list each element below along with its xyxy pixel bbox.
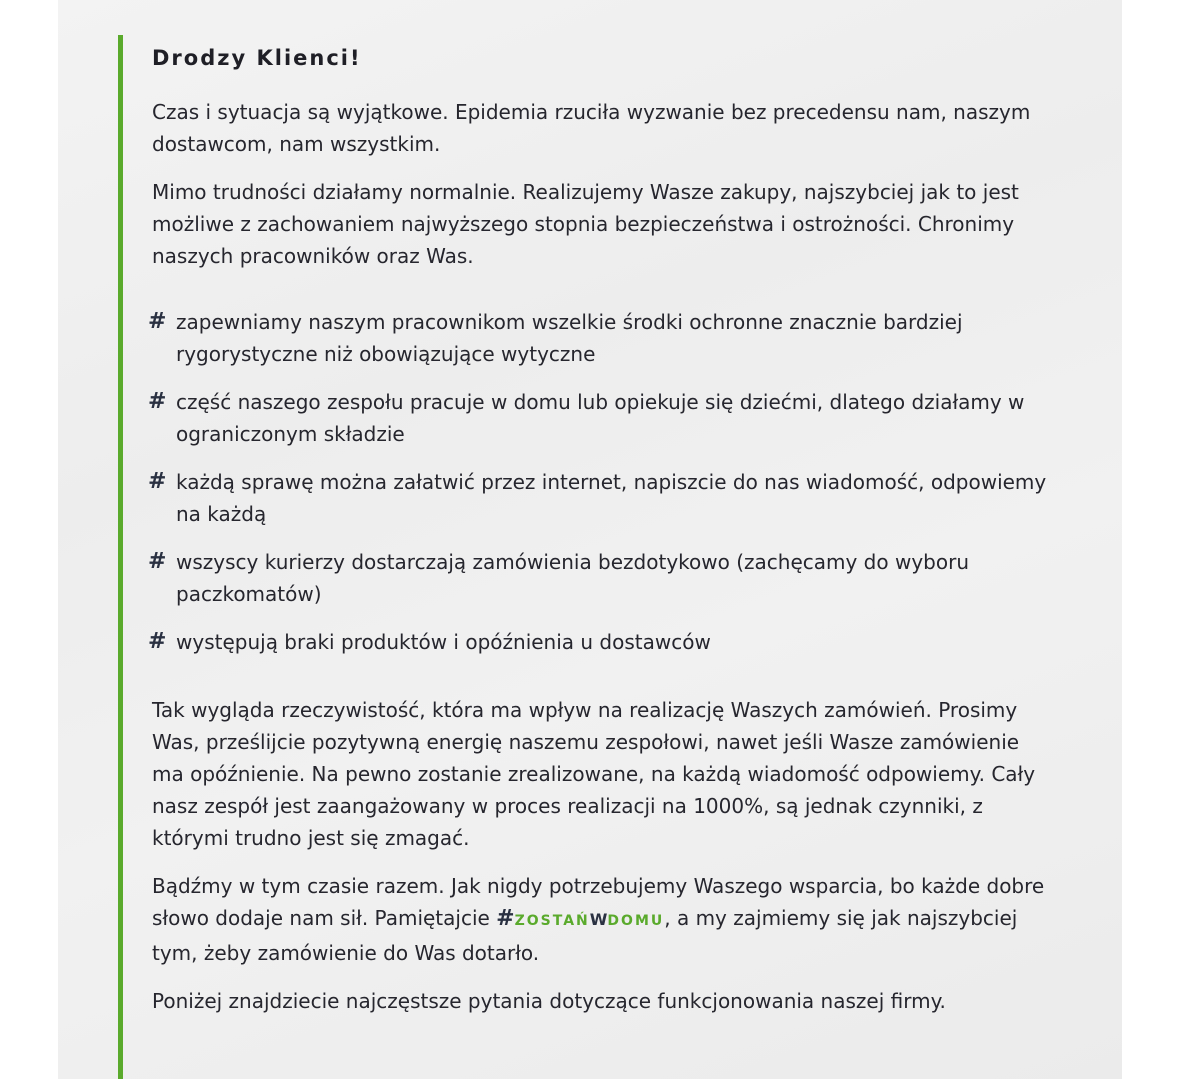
announcement-content xyxy=(148,42,1052,1033)
list-item-text: część naszego zespołu pracuje w domu lub opiekuje się dziećmi, dlatego działamy w ograniczonym składzie xyxy=(176,390,1025,446)
list-item xyxy=(148,306,1052,370)
hash-icon: # xyxy=(148,629,167,654)
hashtag-zostan-w-domu xyxy=(496,906,664,930)
hashtag-hash-icon: # xyxy=(496,906,515,931)
intro-paragraph-2: Mimo trudności działamy normalnie. Realizujemy Wasze zakupy, najszybciej jak to jest możliwe z zachowaniem najwyższego stopnia bezpieczeństwa i ostrożności. Chronimy naszych pracowników oraz Was. xyxy=(152,180,1019,268)
hash-icon: # xyxy=(148,309,167,334)
accent-bar xyxy=(118,35,123,1079)
hashtag-word-2: W xyxy=(589,910,608,929)
hash-icon: # xyxy=(148,549,167,574)
intro-paragraph-1: Czas i sytuacja są wyjątkowe. Epidemia rzuciła wyzwanie bez precedensu nam, naszym dostawcom, nam wszystkim. xyxy=(152,100,1031,156)
page-title: Drodzy Klienci! xyxy=(152,46,362,70)
list-item-text: zapewniamy naszym pracownikom wszelkie środki ochronne znacznie bardziej rygorystyczne niż obowiązujące wytyczne xyxy=(176,310,963,366)
list-item xyxy=(148,626,1052,658)
closing-paragraph-1: Tak wygląda rzeczywistość, która ma wpływ na realizację Waszych zamówień. Prosimy Was, prześlijcie pozytywną energię naszemu zespołowi, nawet jeśli Wasze zamówienie ma opóźnienie. Na pewno zostanie zrealizowane, na każdą wiadomość odpowiemy. Cały nasz zespół jest zaangażowany w proces realizacji na 1000%, są jednak czynniki, z którymi trudno jest się zmagać. xyxy=(152,698,1036,850)
list-item xyxy=(148,386,1052,450)
hash-icon: # xyxy=(148,389,167,414)
closing-paragraph-2-end: , a my zajmiemy się jak najszybciej tym, żeby zamówienie do Was dotarło. xyxy=(152,906,1018,965)
list-item xyxy=(148,466,1052,530)
closing-paragraph-2 xyxy=(152,870,1052,969)
hashtag-word-1: ZOSTAŃ xyxy=(514,913,590,929)
list-item-text: występują braki produktów i opóźnienia u dostawców xyxy=(176,630,711,654)
measures-list xyxy=(148,306,1052,658)
hashtag-word-3: DOMU xyxy=(607,913,665,929)
hash-icon: # xyxy=(148,469,167,494)
list-item-text: wszyscy kurierzy dostarczają zamówienia bezdotykowo (zachęcamy do wyboru paczkomatów) xyxy=(176,550,969,606)
closing-paragraph-2-start: Bądźmy w tym czasie razem. Jak nigdy potrzebujemy Waszego wsparcia, bo każde dobre słowo dodaje nam sił. Pamiętajcie xyxy=(152,874,1045,930)
list-item-text: każdą sprawę można załatwić przez internet, napiszcie do nas wiadomość, odpowiemy na każdą xyxy=(176,470,1047,526)
closing-paragraph-3: Poniżej znajdziecie najczęstsze pytania dotyczące funkcjonowania naszej firmy. xyxy=(152,989,946,1013)
list-item xyxy=(148,546,1052,610)
